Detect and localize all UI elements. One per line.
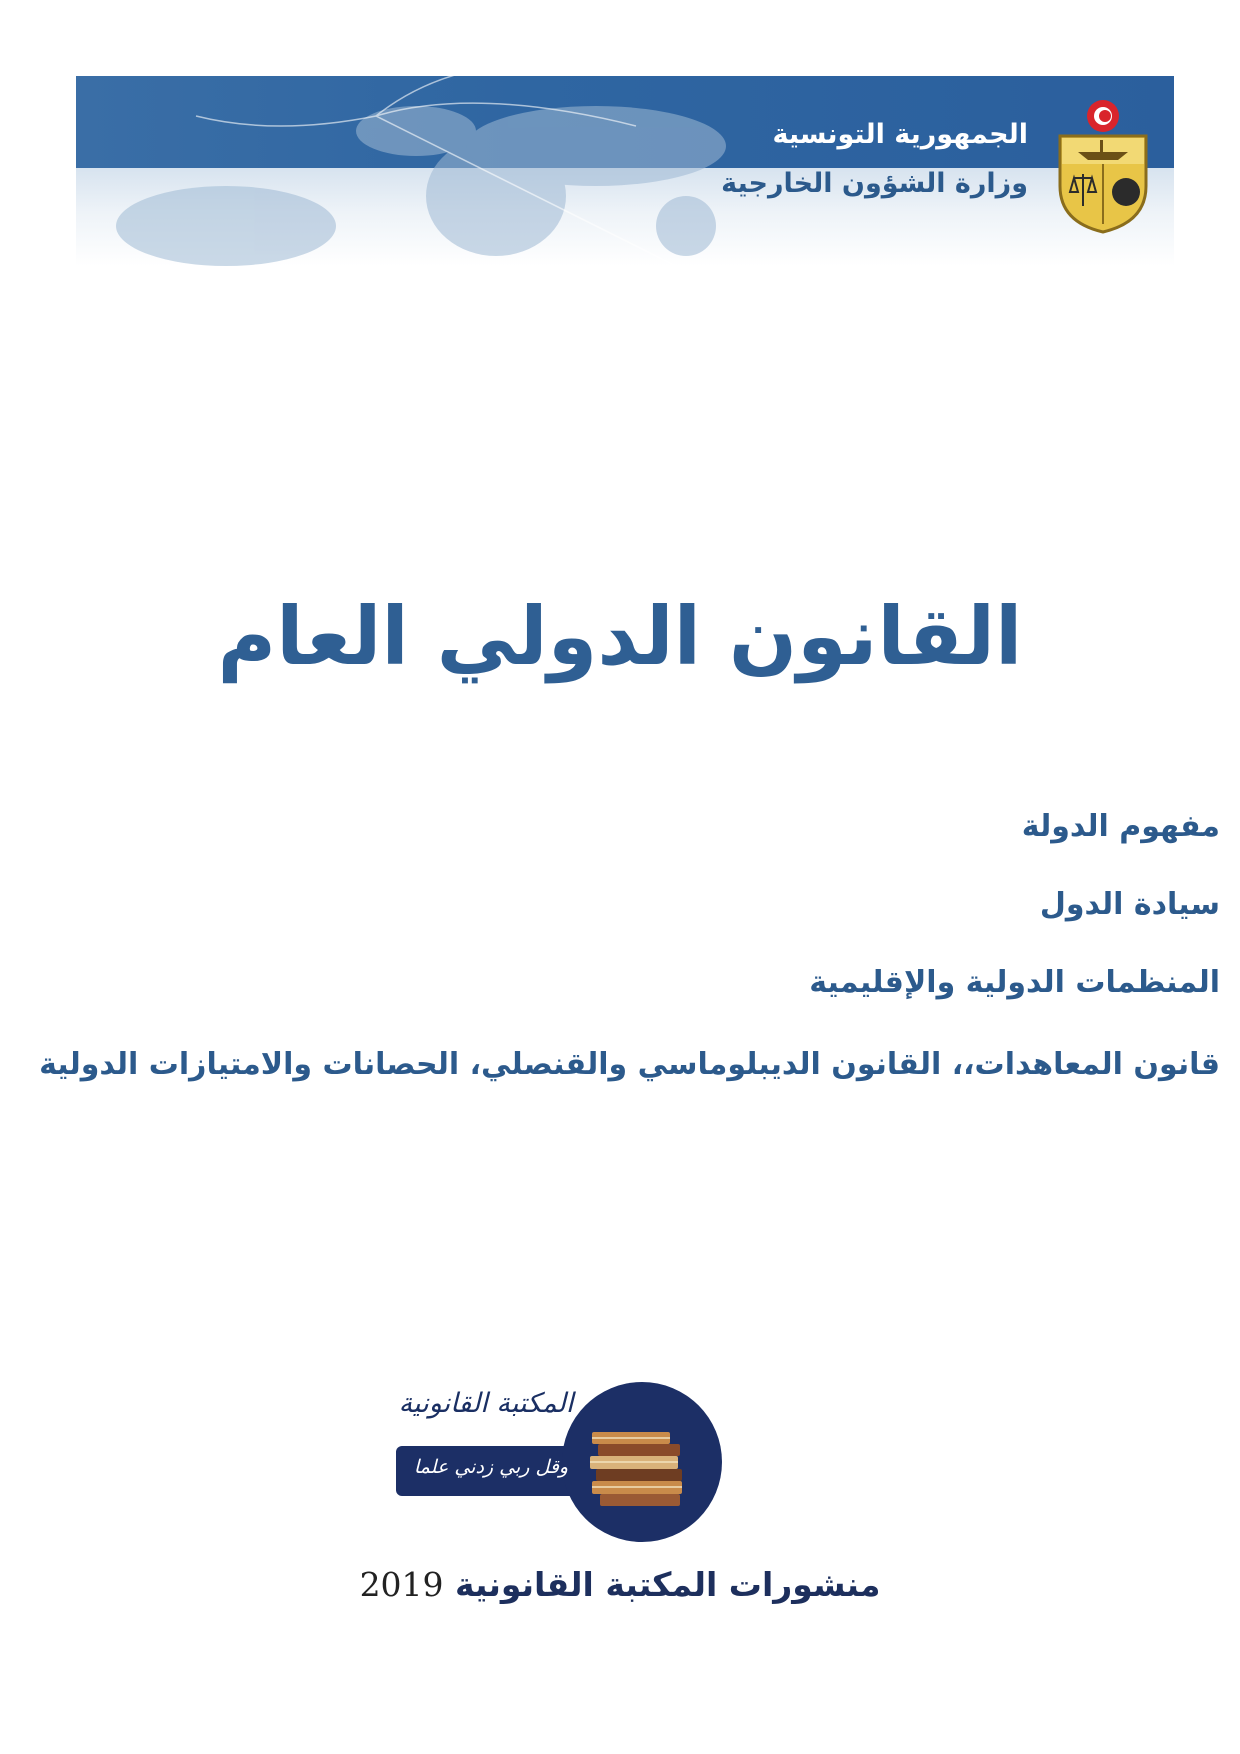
topics-list xyxy=(10,800,1220,1112)
topic-item: المنظمات الدولية والإقليمية xyxy=(809,965,1220,1000)
publisher-line xyxy=(0,1565,1240,1604)
publisher-name: منشورات المكتبة القانونية xyxy=(455,1565,881,1604)
publication-year: 2019 xyxy=(359,1565,444,1604)
topic-item: سيادة الدول xyxy=(1039,887,1220,922)
ministry-label: وزارة الشؤون الخارجية xyxy=(721,168,1028,199)
library-logo xyxy=(396,1382,722,1542)
tunisia-coat-of-arms-icon xyxy=(1048,94,1158,234)
logo-slogan: وقل ربي زدني علما xyxy=(413,1456,569,1478)
topic-item: مفهوم الدولة xyxy=(1021,809,1220,844)
topic-item: قانون المعاهدات،، القانون الديبلوماسي والقنصلي، الحصانات والامتيازات الدولية xyxy=(39,1047,1220,1082)
logo-circle xyxy=(562,1382,722,1542)
books-stack-icon xyxy=(562,1382,722,1542)
book-title: القانون الدولي العام xyxy=(217,590,1023,683)
logo-title: المكتبة القانونية xyxy=(398,1388,574,1419)
republic-label: الجمهورية التونسية xyxy=(772,119,1028,150)
ministry-name xyxy=(721,116,1028,206)
header-banner xyxy=(76,76,1174,266)
